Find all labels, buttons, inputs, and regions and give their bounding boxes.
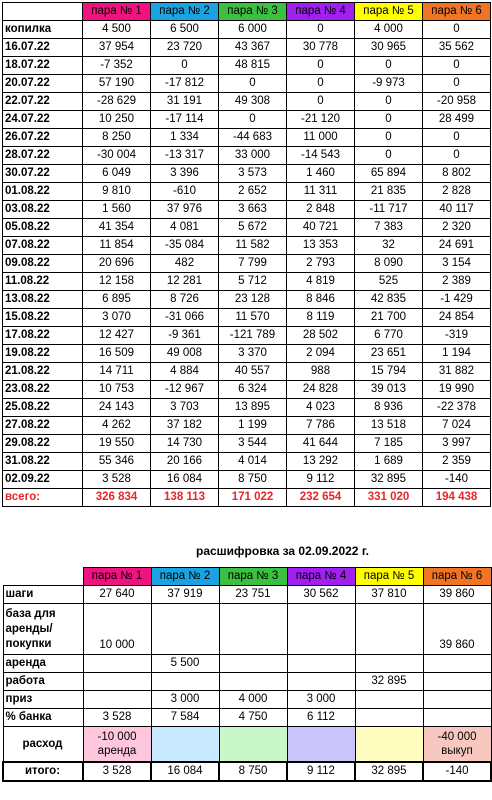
- value-cell: 8 750: [219, 471, 287, 489]
- column-header: пара № 4: [287, 568, 355, 586]
- value-cell: 13 518: [355, 417, 423, 435]
- value-cell: 1 460: [287, 165, 355, 183]
- table-row: [3, 435, 491, 453]
- rashod-cell: [287, 727, 355, 763]
- value-cell: -14 543: [287, 147, 355, 165]
- value-cell: 11 000: [287, 129, 355, 147]
- value-cell: 10 000: [83, 604, 151, 655]
- value-cell: 11 582: [219, 237, 287, 255]
- value-cell: 6 895: [83, 291, 151, 309]
- value-cell: -28 629: [83, 93, 151, 111]
- corner-cell: [3, 568, 83, 586]
- value-cell: 32: [355, 237, 423, 255]
- value-cell: 42 835: [355, 291, 423, 309]
- row-label: 07.08.22: [3, 237, 83, 255]
- value-cell: 49 308: [219, 93, 287, 111]
- value-cell: 3 000: [287, 691, 355, 709]
- value-cell: 3 370: [219, 345, 287, 363]
- column-header: пара № 1: [83, 568, 151, 586]
- value-cell: 31 191: [151, 93, 219, 111]
- row-label: 03.08.22: [3, 201, 83, 219]
- value-cell: 4 081: [151, 219, 219, 237]
- row-label: 13.08.22: [3, 291, 83, 309]
- value-cell: 0: [287, 57, 355, 75]
- value-cell: 7 799: [219, 255, 287, 273]
- value-cell: 33 000: [219, 147, 287, 165]
- value-cell: -610: [151, 183, 219, 201]
- value-cell: 7 185: [355, 435, 423, 453]
- value-cell: 37 954: [83, 39, 151, 57]
- value-cell: 2 828: [423, 183, 491, 201]
- total-value: 171 022: [219, 489, 287, 507]
- value-cell: 31 882: [423, 363, 491, 381]
- value-cell: 5 712: [219, 273, 287, 291]
- value-cell: 2 389: [423, 273, 491, 291]
- rashod-row: [3, 727, 491, 763]
- value-cell: 5 672: [219, 219, 287, 237]
- value-cell: -44 683: [219, 129, 287, 147]
- table-row: [3, 291, 491, 309]
- row-label: база для аренды/покупки: [3, 604, 83, 655]
- value-cell: 0: [355, 93, 423, 111]
- value-cell: -21 120: [287, 111, 355, 129]
- value-cell: 0: [423, 57, 491, 75]
- value-cell: 55 346: [83, 453, 151, 471]
- total-row: [3, 489, 491, 507]
- value-cell: 32 895: [355, 471, 423, 489]
- value-cell: 37 182: [151, 417, 219, 435]
- value-cell: 6 770: [355, 327, 423, 345]
- row-label: 24.07.22: [3, 111, 83, 129]
- value-cell: 6 049: [83, 165, 151, 183]
- table-row: [3, 255, 491, 273]
- value-cell: [83, 673, 151, 691]
- header-row: [3, 3, 491, 21]
- value-cell: [83, 691, 151, 709]
- table-row: [3, 417, 491, 435]
- value-cell: 0: [219, 111, 287, 129]
- value-cell: 12 158: [83, 273, 151, 291]
- column-header: пара № 2: [151, 568, 219, 586]
- value-cell: -30 004: [83, 147, 151, 165]
- value-cell: 8 802: [423, 165, 491, 183]
- value-cell: 13 353: [287, 237, 355, 255]
- value-cell: 4 262: [83, 417, 151, 435]
- value-cell: 41 644: [287, 435, 355, 453]
- table-row: [3, 471, 491, 489]
- value-cell: 11 854: [83, 237, 151, 255]
- value-cell: -17 812: [151, 75, 219, 93]
- row-label: копилка: [3, 21, 83, 39]
- breakdown-title: расшифровка за 02.09.2022 г.: [196, 544, 369, 558]
- value-cell: [287, 604, 355, 655]
- table-row: [3, 201, 491, 219]
- value-cell: 3 528: [83, 709, 151, 727]
- value-cell: 28 499: [423, 111, 491, 129]
- row-label: 01.08.22: [3, 183, 83, 201]
- value-cell: 28 502: [287, 327, 355, 345]
- row-label: 25.08.22: [3, 399, 83, 417]
- value-cell: 30 965: [355, 39, 423, 57]
- row-label: 18.07.22: [3, 57, 83, 75]
- value-cell: [287, 655, 355, 673]
- value-cell: 0: [151, 57, 219, 75]
- rashod-cell: [355, 727, 423, 763]
- value-cell: 3 154: [423, 255, 491, 273]
- row-label: 05.08.22: [3, 219, 83, 237]
- value-cell: 0: [287, 75, 355, 93]
- value-cell: [423, 673, 491, 691]
- value-cell: 30 778: [287, 39, 355, 57]
- row-label: 26.07.22: [3, 129, 83, 147]
- value-cell: -22 378: [423, 399, 491, 417]
- value-cell: [287, 673, 355, 691]
- column-header: пара № 3: [219, 3, 287, 21]
- value-cell: 20 166: [151, 453, 219, 471]
- value-cell: 19 550: [83, 435, 151, 453]
- value-cell: 3 663: [219, 201, 287, 219]
- table-row: [3, 39, 491, 57]
- value-cell: 57 190: [83, 75, 151, 93]
- value-cell: [355, 709, 423, 727]
- value-cell: [355, 655, 423, 673]
- value-cell: 7 584: [151, 709, 219, 727]
- row-label: аренда: [3, 655, 83, 673]
- corner-cell: [3, 3, 83, 21]
- row-label: 21.08.22: [3, 363, 83, 381]
- value-cell: -7 352: [83, 57, 151, 75]
- breakdown-table: [2, 567, 492, 782]
- value-cell: 1 194: [423, 345, 491, 363]
- value-cell: 10 250: [83, 111, 151, 129]
- table-row: [3, 165, 491, 183]
- value-cell: 8 250: [83, 129, 151, 147]
- value-cell: 8 119: [287, 309, 355, 327]
- value-cell: 27 640: [83, 586, 151, 604]
- row-label: 11.08.22: [3, 273, 83, 291]
- row-label: 28.07.22: [3, 147, 83, 165]
- value-cell: [355, 691, 423, 709]
- total-value: 194 438: [423, 489, 491, 507]
- value-cell: 0: [423, 75, 491, 93]
- value-cell: 482: [151, 255, 219, 273]
- value-cell: -12 967: [151, 381, 219, 399]
- value-cell: 3 000: [151, 691, 219, 709]
- value-cell: 0: [423, 21, 491, 39]
- value-cell: 8 936: [355, 399, 423, 417]
- row-label: 20.07.22: [3, 75, 83, 93]
- table-row: [3, 219, 491, 237]
- value-cell: [423, 709, 491, 727]
- table-row: [3, 399, 491, 417]
- value-cell: 4 023: [287, 399, 355, 417]
- value-cell: 4 014: [219, 453, 287, 471]
- value-cell: [151, 673, 219, 691]
- row-label: шаги: [3, 586, 83, 604]
- row-label: 27.08.22: [3, 417, 83, 435]
- value-cell: 9 112: [287, 471, 355, 489]
- value-cell: 41 354: [83, 219, 151, 237]
- rashod-cell: [219, 727, 287, 763]
- value-cell: 4 819: [287, 273, 355, 291]
- column-header: пара № 6: [423, 3, 491, 21]
- value-cell: 39 860: [423, 604, 491, 655]
- table-row: [3, 237, 491, 255]
- final-label: итого:: [3, 762, 83, 781]
- row-label: 09.08.22: [3, 255, 83, 273]
- value-cell: 3 573: [219, 165, 287, 183]
- value-cell: 13 895: [219, 399, 287, 417]
- table-row: [3, 57, 491, 75]
- value-cell: 14 730: [151, 435, 219, 453]
- row-label: 16.07.22: [3, 39, 83, 57]
- row-label: % банка: [3, 709, 83, 727]
- table-row: [3, 691, 491, 709]
- value-cell: 8 846: [287, 291, 355, 309]
- value-cell: 1 334: [151, 129, 219, 147]
- table-row: [3, 381, 491, 399]
- rashod-cell: [151, 727, 219, 763]
- results-table: [2, 2, 491, 507]
- total-value: 331 020: [355, 489, 423, 507]
- value-cell: [151, 604, 219, 655]
- value-cell: -20 958: [423, 93, 491, 111]
- final-value: 32 895: [355, 762, 423, 781]
- value-cell: 30 562: [287, 586, 355, 604]
- value-cell: 10 753: [83, 381, 151, 399]
- value-cell: -9 361: [151, 327, 219, 345]
- value-cell: 23 128: [219, 291, 287, 309]
- value-cell: 0: [219, 75, 287, 93]
- row-label: работа: [3, 673, 83, 691]
- value-cell: 24 828: [287, 381, 355, 399]
- value-cell: 0: [423, 147, 491, 165]
- value-cell: 37 976: [151, 201, 219, 219]
- value-cell: -121 789: [219, 327, 287, 345]
- table-row: [3, 93, 491, 111]
- row-label: 23.08.22: [3, 381, 83, 399]
- column-header: пара № 4: [287, 3, 355, 21]
- value-cell: -35 084: [151, 237, 219, 255]
- value-cell: -1 429: [423, 291, 491, 309]
- value-cell: 988: [287, 363, 355, 381]
- value-cell: [355, 604, 423, 655]
- total-label: всего:: [3, 489, 83, 507]
- value-cell: 15 794: [355, 363, 423, 381]
- table-row: [3, 586, 491, 604]
- table-row: [3, 111, 491, 129]
- value-cell: 0: [287, 93, 355, 111]
- table-row: [3, 21, 491, 39]
- value-cell: 49 008: [151, 345, 219, 363]
- table-row: [3, 309, 491, 327]
- total-value: 138 113: [151, 489, 219, 507]
- column-header: пара № 5: [355, 3, 423, 21]
- value-cell: -140: [423, 471, 491, 489]
- value-cell: 7 786: [287, 417, 355, 435]
- value-cell: 4 884: [151, 363, 219, 381]
- value-cell: 24 143: [83, 399, 151, 417]
- value-cell: 3 070: [83, 309, 151, 327]
- column-header: пара № 5: [355, 568, 423, 586]
- final-value: -140: [423, 762, 491, 781]
- value-cell: 2 848: [287, 201, 355, 219]
- value-cell: 2 094: [287, 345, 355, 363]
- value-cell: 40 721: [287, 219, 355, 237]
- table-row: [3, 183, 491, 201]
- table-row: [3, 75, 491, 93]
- value-cell: 4 750: [219, 709, 287, 727]
- row-label: 31.08.22: [3, 453, 83, 471]
- value-cell: 6 000: [219, 21, 287, 39]
- value-cell: 32 895: [355, 673, 423, 691]
- value-cell: 40 117: [423, 201, 491, 219]
- value-cell: 13 292: [287, 453, 355, 471]
- value-cell: 2 793: [287, 255, 355, 273]
- value-cell: 21 700: [355, 309, 423, 327]
- value-cell: 23 651: [355, 345, 423, 363]
- column-header: пара № 1: [83, 3, 151, 21]
- value-cell: 1 560: [83, 201, 151, 219]
- value-cell: 9 810: [83, 183, 151, 201]
- value-cell: [423, 691, 491, 709]
- value-cell: 24 854: [423, 309, 491, 327]
- table-row: [3, 345, 491, 363]
- value-cell: 8 090: [355, 255, 423, 273]
- value-cell: 2 320: [423, 219, 491, 237]
- value-cell: 1 199: [219, 417, 287, 435]
- value-cell: 12 281: [151, 273, 219, 291]
- value-cell: [83, 655, 151, 673]
- row-label: 19.08.22: [3, 345, 83, 363]
- rashod-cell: -10 000 аренда: [83, 727, 151, 763]
- value-cell: 24 691: [423, 237, 491, 255]
- value-cell: 4 000: [355, 21, 423, 39]
- value-cell: 0: [355, 111, 423, 129]
- row-label: приз: [3, 691, 83, 709]
- final-value: 3 528: [83, 762, 151, 781]
- row-label: 15.08.22: [3, 309, 83, 327]
- table-row: [3, 655, 491, 673]
- value-cell: 43 367: [219, 39, 287, 57]
- final-row: [3, 762, 491, 781]
- value-cell: 7 383: [355, 219, 423, 237]
- value-cell: -11 717: [355, 201, 423, 219]
- value-cell: 23 720: [151, 39, 219, 57]
- final-value: 16 084: [151, 762, 219, 781]
- row-label: 30.07.22: [3, 165, 83, 183]
- value-cell: 16 084: [151, 471, 219, 489]
- table-row: [3, 453, 491, 471]
- value-cell: 37 919: [151, 586, 219, 604]
- total-value: 232 654: [287, 489, 355, 507]
- value-cell: -31 066: [151, 309, 219, 327]
- column-header: пара № 2: [151, 3, 219, 21]
- header-row: [3, 568, 491, 586]
- row-label: 02.09.22: [3, 471, 83, 489]
- rashod-cell: -40 000 выкуп: [423, 727, 491, 763]
- table-row: [3, 604, 491, 655]
- value-cell: [219, 655, 287, 673]
- value-cell: 0: [355, 147, 423, 165]
- value-cell: 0: [355, 129, 423, 147]
- value-cell: 20 696: [83, 255, 151, 273]
- row-label: 17.08.22: [3, 327, 83, 345]
- value-cell: 39 860: [423, 586, 491, 604]
- final-value: 8 750: [219, 762, 287, 781]
- rashod-label: расход: [3, 727, 83, 763]
- value-cell: 35 562: [423, 39, 491, 57]
- value-cell: 2 359: [423, 453, 491, 471]
- table-row: [3, 273, 491, 291]
- value-cell: 0: [287, 21, 355, 39]
- value-cell: [219, 604, 287, 655]
- value-cell: 19 990: [423, 381, 491, 399]
- value-cell: 37 810: [355, 586, 423, 604]
- value-cell: 3 544: [219, 435, 287, 453]
- value-cell: 7 024: [423, 417, 491, 435]
- value-cell: 4 500: [83, 21, 151, 39]
- row-label: 22.07.22: [3, 93, 83, 111]
- table-row: [3, 673, 491, 691]
- value-cell: 3 528: [83, 471, 151, 489]
- value-cell: 12 427: [83, 327, 151, 345]
- value-cell: -9 973: [355, 75, 423, 93]
- final-value: 9 112: [287, 762, 355, 781]
- table-row: [3, 363, 491, 381]
- value-cell: 525: [355, 273, 423, 291]
- table-row: [3, 327, 491, 345]
- table-row: [3, 129, 491, 147]
- value-cell: -319: [423, 327, 491, 345]
- value-cell: 2 652: [219, 183, 287, 201]
- value-cell: 14 711: [83, 363, 151, 381]
- column-header: пара № 6: [423, 568, 491, 586]
- value-cell: 3 396: [151, 165, 219, 183]
- value-cell: 1 689: [355, 453, 423, 471]
- value-cell: 16 509: [83, 345, 151, 363]
- value-cell: 8 726: [151, 291, 219, 309]
- value-cell: 0: [423, 129, 491, 147]
- column-header: пара № 3: [219, 568, 287, 586]
- value-cell: 3 997: [423, 435, 491, 453]
- value-cell: 6 324: [219, 381, 287, 399]
- value-cell: 11 570: [219, 309, 287, 327]
- value-cell: 11 311: [287, 183, 355, 201]
- table-row: [3, 709, 491, 727]
- value-cell: 3 703: [151, 399, 219, 417]
- value-cell: [219, 673, 287, 691]
- row-label: 29.08.22: [3, 435, 83, 453]
- value-cell: 6 112: [287, 709, 355, 727]
- table-row: [3, 147, 491, 165]
- value-cell: 21 835: [355, 183, 423, 201]
- value-cell: -17 114: [151, 111, 219, 129]
- value-cell: [423, 655, 491, 673]
- value-cell: 48 815: [219, 57, 287, 75]
- value-cell: 4 000: [219, 691, 287, 709]
- value-cell: 6 500: [151, 21, 219, 39]
- value-cell: 23 751: [219, 586, 287, 604]
- value-cell: 39 013: [355, 381, 423, 399]
- total-value: 326 834: [83, 489, 151, 507]
- value-cell: 0: [355, 57, 423, 75]
- value-cell: 40 557: [219, 363, 287, 381]
- value-cell: -13 317: [151, 147, 219, 165]
- value-cell: 65 894: [355, 165, 423, 183]
- value-cell: 5 500: [151, 655, 219, 673]
